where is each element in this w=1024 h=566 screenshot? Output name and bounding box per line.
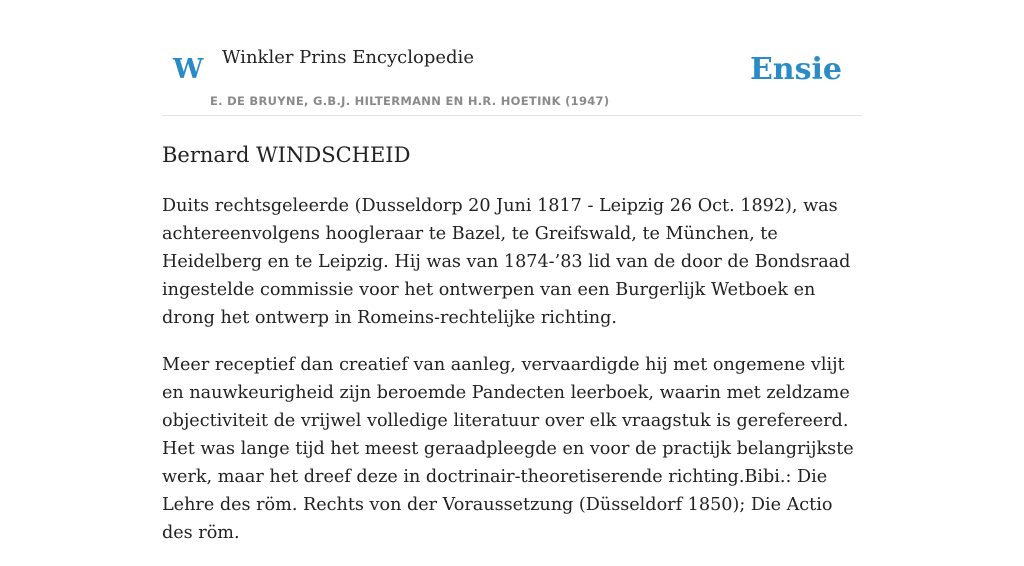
source-logo-link[interactable]: W [173, 54, 204, 85]
article-paragraph: Meer receptief dan creatief van aanleg, vervaardigde hij met ongemene vlijt en nauwkeurigheid zijn beroemde Pandecten leerboek, waarin met zeldzame objectiviteit de vrijwel volledige literatuur over elk vraagstuk is gerefereerd. Het was lange tijd het meest geraadpleegde en voor de practijk belangrijkste werk, maar het dreef deze in doctrinair-theoretiserende richting.Bibi.: Die Lehre des röm. Rechts von der Voraussetzung (Düsseldorf 1850); Die Actio des röm. [162, 355, 854, 543]
source-title[interactable]: Winkler Prins Encyclopedie [222, 47, 474, 68]
brand-logo-link[interactable]: Ensie [749, 52, 842, 87]
source-authors: E. DE BRUYNE, G.B.J. HILTERMANN EN H.R. HOETINK (1947) [210, 94, 610, 108]
article-title: Bernard WINDSCHEID [162, 143, 411, 167]
article-body [162, 192, 862, 566]
article-paragraph: Duits rechtsgeleerde (Dusseldorp 20 Juni 1817 - Leipzig 26 Oct. 1892), was achtereenvolgens hoogleraar te Bazel, te Greifswald, te München, te Heidelberg en te Leipzig. Hij was van 1874-’83 lid van de door de Bondsraad ingestelde commissie voor het ontwerpen van een Burgerlijk Wetboek en drong het ontwerp in Romeins-rechtelijke richting. [162, 196, 851, 328]
source-header [162, 40, 862, 116]
